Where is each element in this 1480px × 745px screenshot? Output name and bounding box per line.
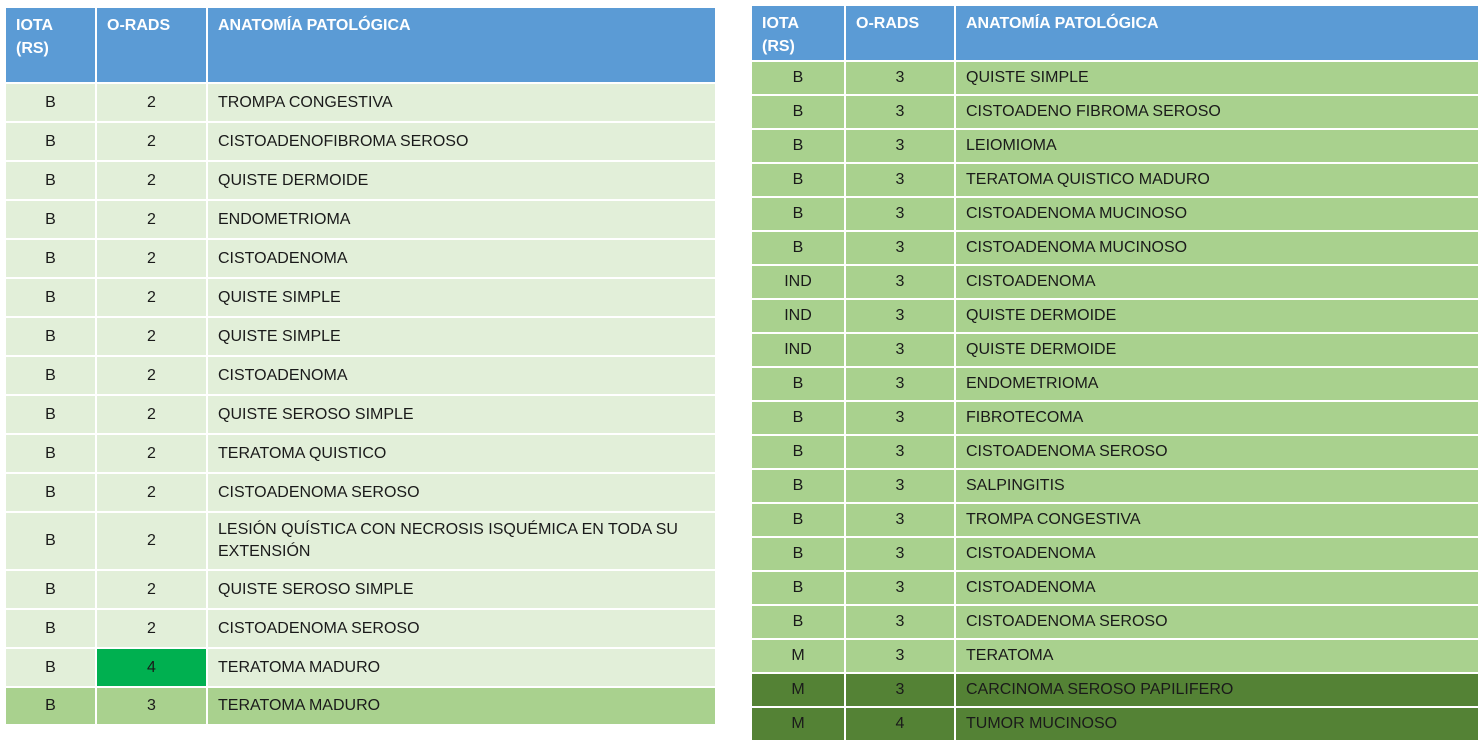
table-row: [751, 129, 1479, 163]
table-row: [751, 707, 1479, 741]
anatomia-cell: ENDOMETRIOMA: [207, 200, 716, 239]
header-orads: O-RADS: [96, 7, 207, 83]
table-row: [751, 299, 1479, 333]
table-row: [5, 122, 716, 161]
iota-cell: B: [5, 395, 96, 434]
orads-cell: 2: [96, 122, 207, 161]
table-row: [751, 231, 1479, 265]
anatomia-cell: ENDOMETRIOMA: [955, 367, 1479, 401]
table-row: [5, 356, 716, 395]
table-row: [751, 503, 1479, 537]
orads-cell: 2: [96, 434, 207, 473]
iota-cell: B: [5, 648, 96, 687]
orads-cell: 3: [845, 333, 955, 367]
orads-cell: 3: [845, 265, 955, 299]
iota-cell: B: [751, 571, 845, 605]
anatomia-cell: CISTOADENOMA: [955, 265, 1479, 299]
iota-cell: B: [5, 570, 96, 609]
anatomia-cell: QUISTE DERMOIDE: [955, 333, 1479, 367]
anatomia-cell: CISTOADENOMA SEROSO: [955, 435, 1479, 469]
iota-cell: B: [751, 537, 845, 571]
iota-cell: B: [751, 61, 845, 95]
anatomia-cell: CISTOADENOFIBROMA SEROSO: [207, 122, 716, 161]
anatomia-cell: CARCINOMA SEROSO PAPILIFERO: [955, 673, 1479, 707]
anatomia-cell: QUISTE DERMOIDE: [955, 299, 1479, 333]
table-row: [751, 163, 1479, 197]
iota-cell: B: [5, 473, 96, 512]
table-row: [5, 395, 716, 434]
iota-cell: B: [5, 239, 96, 278]
anatomia-cell: TERATOMA: [955, 639, 1479, 673]
iota-cell: B: [5, 122, 96, 161]
orads-cell: 2: [96, 356, 207, 395]
iota-cell: B: [5, 161, 96, 200]
anatomia-cell: CISTOADENOMA SEROSO: [955, 605, 1479, 639]
iota-cell: B: [751, 129, 845, 163]
orads-cell: 2: [96, 395, 207, 434]
iota-cell: B: [5, 200, 96, 239]
iota-cell: B: [5, 83, 96, 122]
anatomia-cell: TERATOMA QUISTICO MADURO: [955, 163, 1479, 197]
right-pathology-table: [750, 4, 1480, 742]
iota-cell: B: [5, 609, 96, 648]
orads-cell: 3: [96, 687, 207, 725]
orads-cell: 3: [845, 503, 955, 537]
left-pathology-table: [4, 6, 717, 726]
anatomia-cell: FIBROTECOMA: [955, 401, 1479, 435]
anatomia-cell: TROMPA CONGESTIVA: [955, 503, 1479, 537]
orads-cell: 3: [845, 231, 955, 265]
iota-cell: M: [751, 673, 845, 707]
orads-cell: 4: [96, 648, 207, 687]
iota-cell: B: [751, 605, 845, 639]
table-row: [751, 401, 1479, 435]
anatomia-cell: CISTOADENOMA: [955, 571, 1479, 605]
orads-cell: 3: [845, 61, 955, 95]
table-row: [5, 570, 716, 609]
orads-cell: 3: [845, 435, 955, 469]
orads-cell: 2: [96, 317, 207, 356]
header-anatomia: ANATOMÍA PATOLÓGICA: [955, 5, 1479, 61]
table-row: [5, 161, 716, 200]
anatomia-cell: QUISTE SIMPLE: [207, 317, 716, 356]
iota-cell: B: [5, 434, 96, 473]
header-orads: O-RADS: [845, 5, 955, 61]
table-row: [5, 473, 716, 512]
iota-cell: B: [5, 687, 96, 725]
iota-cell: IND: [751, 265, 845, 299]
orads-cell: 3: [845, 605, 955, 639]
table-row: [5, 434, 716, 473]
table-row: [5, 83, 716, 122]
anatomia-cell: CISTOADENOMA: [207, 239, 716, 278]
orads-cell: 3: [845, 129, 955, 163]
orads-cell: 3: [845, 537, 955, 571]
table-row: [751, 469, 1479, 503]
table-row: [751, 367, 1479, 401]
orads-cell: 4: [845, 707, 955, 741]
table-row: [751, 639, 1479, 673]
orads-cell: 3: [845, 163, 955, 197]
iota-cell: B: [751, 503, 845, 537]
table-row: [5, 609, 716, 648]
orads-cell: 3: [845, 95, 955, 129]
anatomia-cell: TERATOMA QUISTICO: [207, 434, 716, 473]
table-row: [751, 571, 1479, 605]
orads-cell: 2: [96, 512, 207, 570]
orads-cell: 3: [845, 469, 955, 503]
orads-cell: 2: [96, 239, 207, 278]
orads-cell: 2: [96, 609, 207, 648]
table-row: [751, 265, 1479, 299]
iota-cell: M: [751, 639, 845, 673]
table-row: [5, 239, 716, 278]
anatomia-cell: TERATOMA MADURO: [207, 687, 716, 725]
header-row: [751, 5, 1479, 61]
iota-cell: B: [5, 317, 96, 356]
table-row: [5, 200, 716, 239]
header-anatomia: ANATOMÍA PATOLÓGICA: [207, 7, 716, 83]
table-row: [751, 435, 1479, 469]
table-row: [751, 333, 1479, 367]
table-row: [751, 605, 1479, 639]
iota-cell: B: [751, 401, 845, 435]
orads-cell: 3: [845, 571, 955, 605]
anatomia-cell: CISTOADENOMA: [955, 537, 1479, 571]
anatomia-cell: CISTOADENOMA SEROSO: [207, 473, 716, 512]
anatomia-cell: TUMOR MUCINOSO: [955, 707, 1479, 741]
table-row: [5, 687, 716, 725]
table-row: [5, 512, 716, 570]
header-iota: IOTA (RS): [751, 5, 845, 61]
iota-cell: B: [5, 356, 96, 395]
header-row: [5, 7, 716, 83]
orads-cell: 3: [845, 299, 955, 333]
iota-cell: B: [751, 367, 845, 401]
orads-cell: 2: [96, 83, 207, 122]
table-row: [751, 537, 1479, 571]
orads-cell: 2: [96, 570, 207, 609]
table-row: [751, 61, 1479, 95]
anatomia-cell: SALPINGITIS: [955, 469, 1479, 503]
iota-cell: B: [751, 163, 845, 197]
orads-cell: 3: [845, 673, 955, 707]
anatomia-cell: QUISTE SEROSO SIMPLE: [207, 395, 716, 434]
table-row: [751, 673, 1479, 707]
anatomia-cell: CISTOADENOMA MUCINOSO: [955, 231, 1479, 265]
iota-cell: IND: [751, 333, 845, 367]
iota-cell: B: [751, 197, 845, 231]
anatomia-cell: QUISTE SEROSO SIMPLE: [207, 570, 716, 609]
anatomia-cell: QUISTE DERMOIDE: [207, 161, 716, 200]
iota-cell: B: [5, 512, 96, 570]
table-row: [751, 95, 1479, 129]
anatomia-cell: QUISTE SIMPLE: [955, 61, 1479, 95]
iota-cell: IND: [751, 299, 845, 333]
anatomia-cell: LEIOMIOMA: [955, 129, 1479, 163]
iota-cell: M: [751, 707, 845, 741]
anatomia-cell: QUISTE SIMPLE: [207, 278, 716, 317]
anatomia-cell: CISTOADENO FIBROMA SEROSO: [955, 95, 1479, 129]
orads-cell: 3: [845, 401, 955, 435]
orads-cell: 3: [845, 367, 955, 401]
table-row: [5, 317, 716, 356]
iota-cell: B: [751, 469, 845, 503]
anatomia-cell: CISTOADENOMA MUCINOSO: [955, 197, 1479, 231]
table-row: [5, 648, 716, 687]
anatomia-cell: TROMPA CONGESTIVA: [207, 83, 716, 122]
orads-cell: 2: [96, 200, 207, 239]
anatomia-cell: LESIÓN QUÍSTICA CON NECROSIS ISQUÉMICA EN TODA SU EXTENSIÓN: [207, 512, 716, 570]
iota-cell: B: [751, 95, 845, 129]
iota-cell: B: [5, 278, 96, 317]
iota-cell: B: [751, 435, 845, 469]
table-row: [751, 197, 1479, 231]
orads-cell: 3: [845, 639, 955, 673]
orads-cell: 3: [845, 197, 955, 231]
orads-cell: 2: [96, 161, 207, 200]
orads-cell: 2: [96, 278, 207, 317]
header-iota: IOTA (RS): [5, 7, 96, 83]
anatomia-cell: CISTOADENOMA SEROSO: [207, 609, 716, 648]
anatomia-cell: TERATOMA MADURO: [207, 648, 716, 687]
iota-cell: B: [751, 231, 845, 265]
table-row: [5, 278, 716, 317]
orads-cell: 2: [96, 473, 207, 512]
anatomia-cell: CISTOADENOMA: [207, 356, 716, 395]
